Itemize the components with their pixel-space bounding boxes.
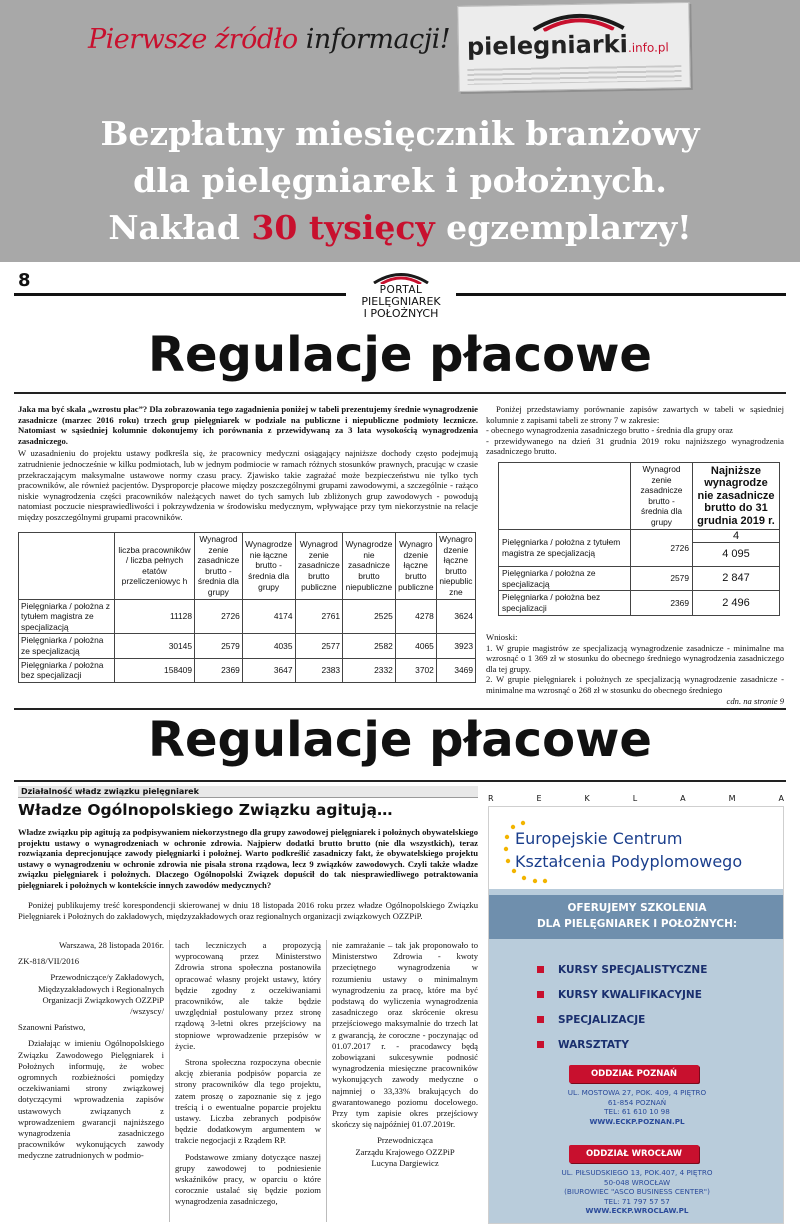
table1-row-label: Pielęgniarka / położna z tytułem magistra ze specjalizacją: [19, 599, 115, 634]
salary-table: [18, 532, 476, 683]
ad-offer-list: [537, 957, 707, 1057]
headline3-end: egzemplarzy!: [434, 208, 692, 247]
column-separator: [169, 940, 170, 1222]
letter-body-4: Podstawowe zmiany dotyczące naszej grupy zawodowej to podniesienie wskaźników pracy, w oparciu o które corocznie ustalać się będzie poziom wynagrodzenia zasadniczego,: [175, 1151, 321, 1207]
table-cell: 4278: [395, 599, 436, 634]
table-row: [19, 658, 476, 682]
salary-table-header-row: [19, 533, 476, 600]
eckp-advertisement[interactable]: [488, 806, 784, 1224]
table-cell: 2369: [631, 591, 693, 615]
logo-text: [467, 29, 669, 61]
table2-header-0: [499, 463, 631, 530]
comparison-table-header-row: [499, 463, 780, 530]
address-line: (BIUROWIEC "ASCO BUSINESS CENTER"): [564, 1187, 710, 1197]
table-cell: 2369: [195, 658, 243, 682]
table-cell: 4 095: [693, 543, 780, 567]
table-cell: 2726: [195, 599, 243, 634]
table1-header-1: liczba pracowników / liczba pełnych etatów przeliczeniowyc h: [115, 533, 195, 600]
table-cell: 2332: [343, 658, 396, 682]
table-cell: 2577: [295, 634, 343, 658]
table2-header-2: Najniższe wynagrodze nie zasadnicze brutto do 31 grudnia 2019 r.: [693, 463, 780, 530]
ad-offer-panel: [489, 889, 784, 1224]
ribbon-icon: [528, 8, 628, 32]
square-bullet-icon: [537, 1016, 544, 1023]
signature-org: Zarządu Krajowego OZZPiP: [355, 1146, 455, 1157]
offer-label: KURSY KWALIFIKACYJNE: [558, 988, 702, 1001]
letter-date: Warszawa, 28 listopada 2016r.: [58, 940, 164, 950]
headline3-start: Nakład: [108, 208, 252, 247]
table1-header-7: Wynagro dzenie łączne brutto niepublic zne: [436, 533, 475, 600]
ad-brand-line-1: Europejskie Centrum: [515, 829, 683, 848]
table1-header-2: Wynagrod zenie zasadnicze brutto - średnia dla grupy: [195, 533, 243, 600]
logo-domain: .info.pl: [627, 40, 669, 56]
column-separator: [326, 940, 327, 1222]
comparison-table: [498, 462, 780, 616]
title-rule: [14, 392, 786, 394]
top-right-item-2: - przewidywanego na dzień 31 grudnia 2019 roku najniższego wynagrodzenia zasadniczego brutto.: [486, 435, 784, 457]
address-line: 61-854 POZNAŃ: [607, 1097, 667, 1107]
letter-reference: ZK-818/VII/2016: [18, 956, 80, 967]
list-item: [537, 957, 707, 982]
newspaper-lines: [467, 65, 681, 85]
top-left-body: W uzasadnieniu do projektu ustawy podkreśla się, że pracownicy medyczni osiągający najniższe dochody często podejmują zatrudnienie jednocześnie w kilku podmiotach, lub w jednym podmiocie w ramach różnych stosunków prawnych, pracując w czasie przekraczającym maksymalne ustawowe normy czasu pracy. Zjawisko takie zagrażać może bezpieczeństwu nie tylko tych pracowników, ale również pacjentów. Dysproporcje płacowe między poszczególnymi grupami zawodowymi, a szczególnie - rażąco niskie wynagrodzenia części pracowników należących nawet do tych samych lub zbliżonych grup zawodowych - powodują natomiast poczucie niesprawiedliwości i pokrzywdzenia w środowisku medycznym, wpływające przy tym niekorzystnie na relacje między poszczególnymi grupami pracowników.: [18, 448, 478, 522]
portal-line-3: I POŁOŻNYCH: [363, 307, 439, 320]
table1-header-4: Wynagrod zenie zasadnicze brutto publiczne: [295, 533, 343, 600]
reklama-letter: A: [778, 794, 784, 803]
reklama-letter: E: [536, 794, 542, 803]
top-right-item-1: - obecnego wynagrodzenia zasadniczego brutto - średnia dla grupy oraz: [486, 425, 733, 436]
branch-poznan-address: [489, 1088, 784, 1126]
table-cell: 158409: [115, 658, 195, 682]
address-line: UL. MOSTOWA 27, POK. 409, 4 PIĘTRO: [567, 1088, 707, 1097]
conclusion-2: 2. W grupie pielęgniarek i położnych ze specjalizacją wynagrodzenie zasadnicze - minimalne ma wzrosnąć o 268 zł w stosunku do obecnego średniego: [486, 674, 784, 695]
portal-ribbon-icon: [371, 270, 431, 284]
ad-brand: [515, 827, 742, 873]
table-cell: 3469: [436, 658, 475, 682]
ad-heading: [489, 895, 784, 939]
offer-label: SPECJALIZACJE: [558, 1013, 646, 1026]
address-line: UL. PIŁSUDSKIEGO 13, POK.407, 4 PIĘTRO: [561, 1168, 713, 1177]
offer-label: WARSZTATY: [558, 1038, 629, 1051]
top-right-intro: Poniżej przedstawiamy porównanie zapisów zawartych w tabeli w sąsiedniej kolumnie z zapisami tabeli ze strony 7 w zakresie:: [486, 404, 784, 425]
ad-heading-line-2: DLA PIELĘGNIAREK I POŁOŻNYCH:: [536, 918, 738, 930]
branch-poznan-button[interactable]: ODDZIAŁ POZNAŃ: [569, 1065, 699, 1083]
portal-line-2: PIELĘGNIAREK: [361, 295, 441, 308]
portal-line-1: PORTAL: [379, 284, 423, 296]
banner-headline-2: dla pielęgniarek i położnych.: [133, 161, 667, 200]
letter-body-5: nie zamrażanie – tak jak proponowało to Ministerstwo Zdrowia - kwoty przeciętnego wynagrodzenia w rozumieniu ustawy o minimalnym wynagrodzeniu za pracę, które ma być podstawą do wyliczenia wynagrodzenia zasadniczego oraz skrócenie okresu przejściowego maksymalnie do trzech lat z gwarancją, że coroczne - poczynając od 01.07.2017 r. - pracodawcy będą zobowiązani sukcesywnie podnosić wynagrodzenia miesięczne pracowników wykonujących zawody medyczne o najmniej o 33,33% brakujących do gwarantowanego poziomu docelowego. Przy tym zapisie okres przejściowy skończy się najpóźniej 01.07.2019r.: [332, 940, 478, 1130]
branch-wroclaw-button[interactable]: ODDZIAŁ WROCŁAW: [569, 1145, 699, 1163]
slogan-red-part: Pierwsze źródło: [88, 24, 298, 55]
conclusion-1: 1. W grupie magistrów ze specjalizacją wynagrodzenie zasadnicze - minimalne ma wzrosnąć o 1 369 zł w stosunku do obecnego średniego wynagrodzenia zasadniczego dla tej grupy.: [486, 642, 784, 674]
table-cell: 4174: [242, 599, 295, 634]
section-divider: [14, 708, 786, 710]
table1-row-label: Pielęgniarka / położna ze specjalizacją: [19, 634, 115, 658]
table-cell: 2 496: [693, 591, 780, 615]
reklama-letter: R: [488, 794, 494, 803]
table-cell: 2 847: [693, 567, 780, 591]
letter-body-1: Działając w imieniu Ogólnopolskiego Związku Zawodowego Pielęgniarek i Położnych informuję, że wobec ogromnych rozbieżności pomiędzy oczekiwaniami strony związkowej dotyczącymi wprowadzenia zapisów ustawowych związanych z wprowadzeniem gwarancji najniższego wynagrodzenia zasadniczego pracowników wykonujących zawody medyczne zatrudnionych w podmio-: [18, 1038, 164, 1161]
slogan: [88, 24, 450, 55]
table2-row-label: Pielęgniarka / położna ze specjalizacją: [499, 567, 631, 591]
table-cell: 2761: [295, 599, 343, 634]
top-banner: [0, 0, 800, 262]
article-title: Władze Ogólnopolskiego Związku agitują…: [18, 801, 393, 819]
letter-addressee: Przewodniczące/y Zakładowych, Międzyzakładowych i Regionalnych Organizacji Związkowych OZZPiP /wszyscy/: [37, 972, 164, 1017]
square-bullet-icon: [537, 991, 544, 998]
reklama-letter: A: [680, 794, 686, 803]
article-column-2: [175, 940, 321, 1213]
list-item: [537, 1007, 707, 1032]
signature-name: Lucyna Dargiewicz: [371, 1157, 439, 1168]
table-cell: 2582: [343, 634, 396, 658]
list-item: [537, 1032, 707, 1057]
continued-link: cdn. na stronie 9: [726, 695, 784, 706]
table1-header-0: [19, 533, 115, 600]
top-left-lead: Jaka ma być skala „wzrostu płac”? Dla zobrazowania tego zagadnienia poniżej w tabeli prezentujemy średnie wynagrodzenie zasadnicze (marzec 2016 roku) trzech grup pielęgniarek w podziale na publiczne i niepubliczne podmioty lecznicze. Natomiast w sąsiedniej kolumnie dokonujemy ich porównania z przewidywaną za 3 lata wysokością wynagrodzenia zasadniczego.: [18, 404, 478, 446]
article-lead: Władze związku pip agitują za podpisywaniem niekorzystnego dla grupy zawodowej pielęgniarek i położnych obywatelskiego projektu ustawy o wynagrodzeniach w ochronie zdrowia. Najpierw dodatki brutto brutto (nie dla wszystkich), teraz rozwiązania deprecjonujące zawody pielęgniarki i położnej. Warto podkreślić zasadniczy fakt, że obywatelskiego projektu ustawy o wynagrodzeniu w ochronie zdrowia nie pisała strona rządowa, lecz 9 związków zawodowych. Czyli także władze związku pielęgniarek i położnych. Dlaczego Ogólnopolski Związek dopuścił do tak niesprawiedliwego potraktowania pielęgniarek i położnych w kontekście innych zawodów medycznych?: [18, 827, 478, 890]
pielegniarki-logo: [457, 2, 690, 92]
table-cell: 2383: [295, 658, 343, 682]
table-cell: 11128: [115, 599, 195, 634]
article-column-3: [332, 940, 478, 1174]
letter-body-2: tach leczniczych a propozycją wyprocowaną przez Ministerstwo Zdrowia strona społeczna postanowiła opracować własny projekt ustawy, który będzie zgodny z oczekiwaniami pracowników, ale także będzie uwzględniał postulowany przez stronę rządową 3-letni okres przejściowy na stopniowe wprowadzenie przepisów w życie.: [175, 940, 321, 1051]
reklama-letter: M: [728, 794, 736, 803]
table-row: [19, 634, 476, 658]
table-cell: 2579: [195, 634, 243, 658]
top-right-text: [486, 404, 784, 457]
table-row: [499, 529, 780, 543]
list-item: [537, 982, 707, 1007]
letter-body-3: Strona społeczna rozpoczyna obecnie akcję zbierania podpisów poparcia ze strony pracowników dla tego projektu, zatem proszę o zapoznanie się z jego treścią i o ewentualne poparcie projektu ustawy. Liczba zebranych podpisów będzie dodatkowym argumentem w trakcie negocjacji z Rządem RP.: [175, 1057, 321, 1146]
table1-header-3: Wynagrodze nie łączne brutto - średnia dla grupy: [242, 533, 295, 600]
article-column-1: [18, 940, 164, 1167]
signature-title: Przewodnicząca: [377, 1135, 433, 1146]
banner-headline-3: [0, 208, 800, 247]
table-cell: 2525: [343, 599, 396, 634]
table1-header-5: Wynagrodze nie zasadnicze brutto niepubliczne: [343, 533, 396, 600]
ad-heading-line-1: OFERUJEMY SZKOLENIA: [567, 902, 707, 914]
table-cell: 4: [693, 529, 780, 543]
reklama-letter: K: [584, 794, 590, 803]
table-cell: 4065: [395, 634, 436, 658]
branch-wroclaw-address: [489, 1168, 784, 1216]
conclusions: [486, 632, 784, 706]
phone-number: TEL: 71 797 57 57: [604, 1196, 670, 1206]
square-bullet-icon: [537, 1041, 544, 1048]
square-bullet-icon: [537, 966, 544, 973]
top-left-text: [18, 404, 478, 525]
advertisement-label: [488, 794, 784, 803]
table-cell: 3647: [242, 658, 295, 682]
table-cell: 3624: [436, 599, 475, 634]
table-cell: 3923: [436, 634, 475, 658]
table-cell: 2726: [631, 529, 693, 567]
table-cell: 2579: [631, 567, 693, 591]
portal-logo: [346, 270, 456, 326]
conclusions-title: Wnioski:: [486, 632, 518, 642]
phone-number: TEL: 61 610 10 98: [604, 1107, 670, 1117]
section-title: Regulacje płacowe: [148, 327, 652, 383]
table-row: [499, 591, 780, 615]
table2-row-label: Pielęgniarka / położna bez specjalizacji: [499, 591, 631, 615]
website-link[interactable]: WWW.ECKP.WROCLAW.PL: [585, 1206, 689, 1216]
headline3-accent: 30 tysięcy: [251, 208, 435, 247]
page-number: 8: [18, 270, 31, 291]
table-cell: 4035: [242, 634, 295, 658]
logo-name: pielegniarki: [466, 30, 629, 61]
offer-label: KURSY SPECJALISTYCZNE: [558, 963, 708, 976]
title-rule-2: [14, 780, 786, 782]
table1-header-6: Wynagro dzenie łączne brutto publiczne: [395, 533, 436, 600]
address-line: 50-048 WROCŁAW: [603, 1177, 671, 1187]
letter-salutation: Szanowni Państwo,: [18, 1022, 86, 1033]
slogan-dark-part: informacji!: [305, 24, 451, 55]
table-row: [499, 567, 780, 591]
table2-header-1: Wynagrod zenie zasadnicze brutto - średnia dla grupy: [631, 463, 693, 530]
website-link[interactable]: WWW.ECKP.POZNAN.PL: [589, 1116, 685, 1126]
table2-row-label: Pielęgniarka / położna z tytułem magistra ze specjalizacją: [499, 529, 631, 567]
table-cell: 3702: [395, 658, 436, 682]
article-kicker: Działalność władz związku pielęgniarek: [18, 786, 478, 798]
table1-row-label: Pielęgniarka / położna bez specjalizacji: [19, 658, 115, 682]
banner-headline-1: Bezpłatny miesięcznik branżowy: [100, 114, 700, 153]
table-cell: 30145: [115, 634, 195, 658]
article-intro: Poniżej publikujemy treść korespondencji skierowanej w dniu 18 listopada 2016 roku przez władze Ogólnopolskiego Związku Pielęgniarek i Położnych do zakładowych, międzyzakładowych oraz regionalnych organizacji związkowych OZZPiP.: [18, 900, 478, 921]
table-row: [19, 599, 476, 634]
reklama-letter: L: [632, 794, 638, 803]
ad-brand-line-2: Kształcenia Podyplomowego: [515, 852, 743, 871]
section-title-repeat: Regulacje płacowe: [148, 712, 652, 768]
